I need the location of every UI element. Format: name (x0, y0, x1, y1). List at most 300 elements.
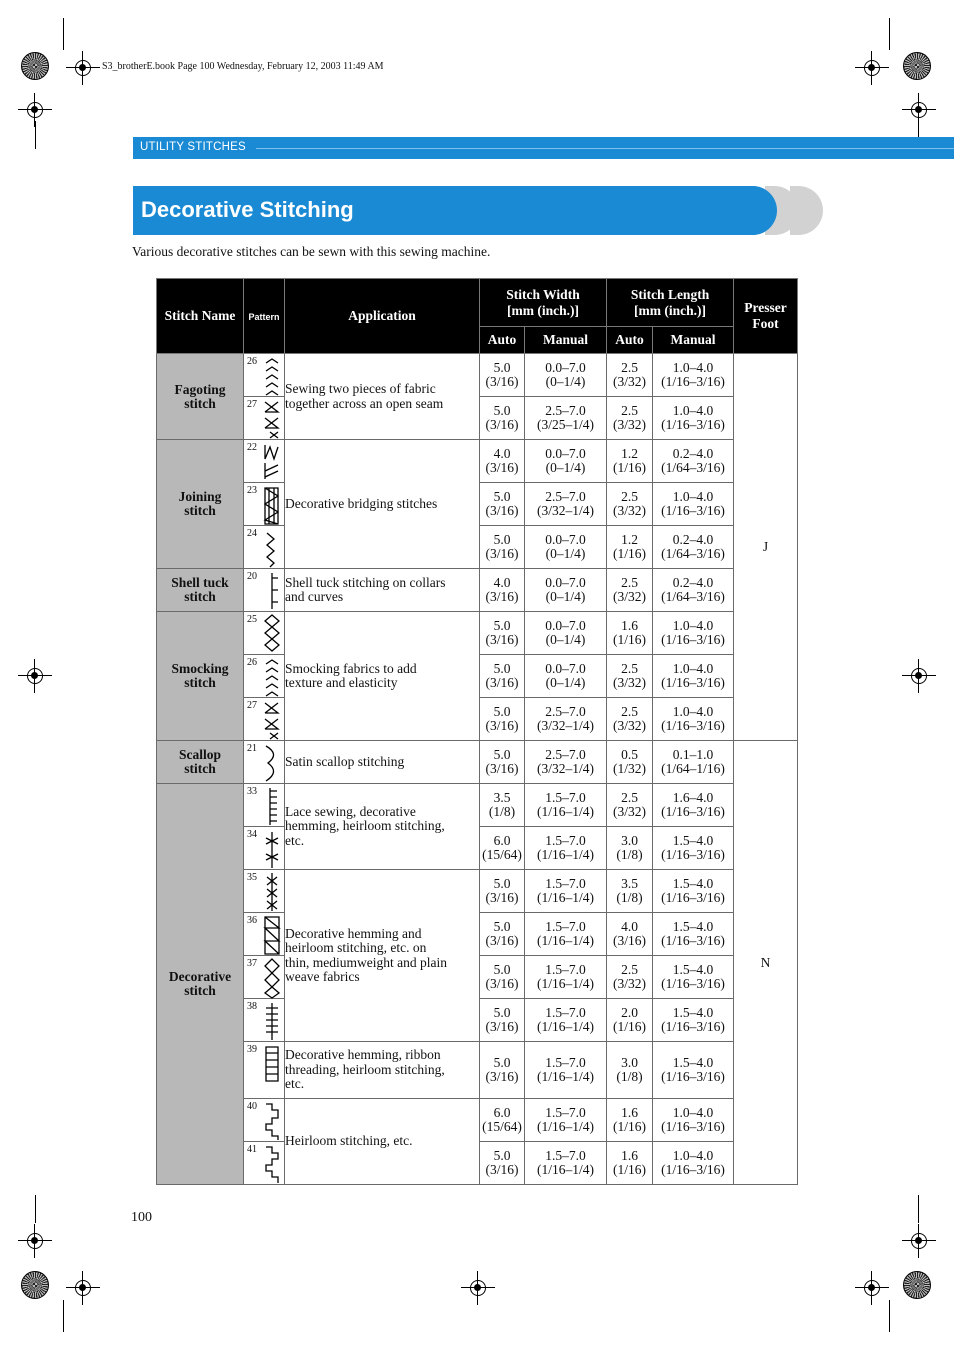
cell-text: (1/16–3/16) (661, 1069, 725, 1084)
cell-text: (0–1/4) (545, 374, 586, 389)
cell-text: (1/16–1/4) (537, 804, 594, 819)
cell-text: (1/16) (613, 1019, 646, 1034)
application-cell (285, 784, 480, 870)
pattern-cell (244, 569, 285, 612)
table-row (157, 569, 798, 612)
value-cell (480, 827, 525, 870)
application-cell (285, 741, 480, 784)
cell-text: 2.5–7.0 (545, 704, 586, 719)
cell-text: 2.5 (621, 360, 638, 375)
pattern-number: 33 (247, 786, 257, 797)
value-cell (653, 569, 734, 612)
cell-text: (1/16) (613, 1162, 646, 1177)
value-cell (653, 1142, 734, 1185)
value-cell (525, 354, 607, 397)
cell-text: Shell tuck stitching on collars (285, 574, 446, 590)
cell-text: stitch (184, 395, 216, 411)
cell-text: (1/32) (613, 761, 646, 776)
value-cell (480, 655, 525, 698)
cell-text: J (762, 539, 769, 554)
value-cell (525, 698, 607, 741)
cell-text: 5.0 (493, 704, 511, 719)
cell-text: (3/16) (485, 933, 519, 948)
value-cell (480, 956, 525, 999)
value-cell (653, 698, 734, 741)
pattern-number: 37 (247, 958, 257, 969)
value-cell (607, 397, 653, 440)
value-cell (525, 483, 607, 526)
cell-text: 0.0–7.0 (545, 532, 586, 547)
stitch-pattern-icon (262, 1043, 282, 1085)
stitch-pattern-icon (262, 871, 282, 913)
cell-text: (3/16) (485, 460, 519, 475)
pattern-cell (244, 397, 285, 440)
cell-text: 2.5 (621, 489, 638, 504)
value-cell (607, 827, 653, 870)
crop-mark (63, 1300, 64, 1332)
crop-mark (35, 1195, 36, 1223)
cell-text: 5.0 (493, 747, 511, 762)
cell-text: 2.5 (621, 962, 638, 977)
pattern-cell (244, 784, 285, 827)
crosshair-mark (18, 659, 52, 693)
value-cell (480, 1042, 525, 1099)
value-cell (653, 1042, 734, 1099)
cell-text: 0.0–7.0 (545, 360, 586, 375)
cell-text: (1/64–3/16) (661, 589, 725, 604)
cell-text: 0.2–4.0 (672, 446, 714, 461)
pattern-cell (244, 913, 285, 956)
stitch-pattern-icon (262, 1100, 282, 1142)
cell-text: threading, heirloom stitching, (285, 1061, 445, 1077)
cell-text: Smocking fabrics to add (285, 660, 417, 676)
value-cell (607, 569, 653, 612)
cell-text: (1/16–1/4) (537, 1119, 594, 1134)
value-cell (607, 483, 653, 526)
stitch-pattern-icon (262, 441, 282, 483)
cell-text: 1.0–4.0 (672, 489, 714, 504)
crop-mark (889, 1300, 890, 1332)
header-length-auto: Auto (607, 327, 653, 354)
file-info-line: S3_brotherE.book Page 100 Wednesday, February 12, 2003 11:49 AM (102, 61, 384, 72)
cell-text: 4.0 (493, 575, 511, 590)
cell-text: (3/16) (485, 761, 519, 776)
value-cell (607, 741, 653, 784)
cell-text: (3/16) (485, 632, 519, 647)
pattern-number: 25 (247, 614, 257, 625)
value-cell (653, 1099, 734, 1142)
value-cell (607, 440, 653, 483)
value-cell (607, 1099, 653, 1142)
cell-text: Fagoting (174, 381, 226, 397)
value-cell (525, 956, 607, 999)
cell-text: (3/32) (613, 589, 646, 604)
cell-text: (1/16–1/4) (537, 1069, 594, 1084)
cell-text: 0.1–1.0 (672, 747, 714, 762)
cell-text: 5.0 (493, 1005, 511, 1020)
cell-text: 0.2–4.0 (672, 575, 714, 590)
cell-text: thin, mediumweight and plain (285, 954, 447, 970)
value-cell (480, 569, 525, 612)
value-cell (653, 827, 734, 870)
cell-text: (3/32–1/4) (537, 718, 594, 733)
cell-text: (3/16) (485, 1069, 519, 1084)
pattern-cell (244, 354, 285, 397)
cell-text: Decorative bridging stitches (285, 495, 438, 511)
registration-dial (21, 1271, 49, 1299)
value-cell (525, 397, 607, 440)
cell-text: (15/64) (482, 1119, 522, 1134)
cell-text: 5.0 (493, 489, 511, 504)
cell-text: 1.0–4.0 (672, 661, 714, 676)
cell-text: Satin scallop stitching (285, 753, 405, 769)
value-cell (653, 612, 734, 655)
value-cell (480, 526, 525, 569)
cell-text: 1.0–4.0 (672, 1105, 714, 1120)
cell-text: 1.0–4.0 (672, 1148, 714, 1163)
crosshair-mark (855, 1271, 889, 1305)
crosshair-mark (855, 51, 889, 85)
application-cell (285, 1099, 480, 1185)
pattern-number: 41 (247, 1144, 257, 1155)
cell-text: 1.5–7.0 (545, 790, 586, 805)
cell-text: (3/16) (485, 503, 519, 518)
cell-text: 3.5 (493, 790, 511, 805)
stitch-name-cell (157, 741, 244, 784)
cell-text: 5.0 (493, 1055, 511, 1070)
crosshair-mark (902, 659, 936, 693)
value-cell (525, 999, 607, 1042)
pattern-number: 23 (247, 485, 257, 496)
cell-text: (1/8) (488, 804, 516, 819)
cell-text: 1.5–7.0 (545, 1105, 586, 1120)
pattern-cell (244, 440, 285, 483)
value-cell (653, 784, 734, 827)
stitch-pattern-icon (262, 914, 282, 956)
table-row (157, 612, 798, 655)
cell-text: (1/16–3/16) (661, 847, 725, 862)
cell-text: (3/16) (485, 976, 519, 991)
value-cell (653, 397, 734, 440)
value-cell (480, 440, 525, 483)
stitch-pattern-icon (262, 570, 282, 612)
cell-text: (3/32) (613, 675, 646, 690)
header-pattern: Pattern (244, 279, 285, 354)
cell-text: (3/32) (613, 976, 646, 991)
cell-text: (1/64–3/16) (661, 460, 725, 475)
cell-text: Decorative (168, 969, 232, 984)
value-cell (607, 1042, 653, 1099)
cell-text: 1.5–7.0 (545, 919, 586, 934)
registration-dial (903, 52, 931, 80)
cell-text: 2.5 (621, 704, 638, 719)
cell-text: (3/25–1/4) (537, 417, 594, 432)
header-stitch-width: Stitch Width [mm (inch.)] (480, 279, 607, 327)
pattern-cell (244, 1142, 285, 1185)
cell-text: (3/16) (485, 374, 519, 389)
cell-text: 1.6 (621, 1148, 638, 1163)
value-cell (480, 999, 525, 1042)
pattern-cell (244, 698, 285, 741)
cell-text: 4.0 (621, 919, 638, 934)
cell-text: 1.5–4.0 (672, 962, 714, 977)
cell-text: 1.0–4.0 (672, 403, 714, 418)
value-cell (607, 1142, 653, 1185)
pattern-number: 35 (247, 872, 257, 883)
table-row (157, 784, 798, 827)
crosshair-mark (461, 1271, 495, 1305)
presser-foot-cell (734, 354, 798, 741)
cell-text: stitch (184, 761, 216, 776)
cell-text: (1/8) (616, 847, 643, 862)
section-label: UTILITY STITCHES (140, 141, 246, 153)
cell-text: (1/16–3/16) (661, 718, 725, 733)
cell-text: 1.5–4.0 (672, 1055, 714, 1070)
cell-text: 5.0 (493, 360, 511, 375)
cell-text: (1/8) (616, 1069, 643, 1084)
value-cell (480, 741, 525, 784)
value-cell (607, 956, 653, 999)
cell-text: (1/16–1/4) (537, 890, 594, 905)
cell-text: 1.2 (621, 446, 638, 461)
cell-text: (3/32) (613, 374, 646, 389)
cell-text: 5.0 (493, 919, 511, 934)
value-cell (653, 870, 734, 913)
pattern-cell (244, 1099, 285, 1142)
pattern-number: 24 (247, 528, 257, 539)
pattern-cell (244, 870, 285, 913)
value-cell (653, 741, 734, 784)
crosshair-mark (902, 1224, 936, 1258)
application-cell (285, 440, 480, 569)
application-cell (285, 354, 480, 440)
cell-text: 6.0 (493, 833, 511, 848)
table-row (157, 1099, 798, 1142)
cell-text: (15/64) (482, 847, 522, 862)
cell-text: 2.5 (621, 575, 638, 590)
stitch-pattern-icon (262, 828, 282, 870)
pattern-number: 26 (247, 356, 257, 367)
cell-text: (1/16–3/16) (661, 1019, 725, 1034)
cell-text: stitch (184, 675, 216, 690)
stitch-name-cell (157, 784, 244, 1185)
cell-text: 0.0–7.0 (545, 446, 586, 461)
cell-text: 1.0–4.0 (672, 704, 714, 719)
cell-text: 3.0 (621, 833, 638, 848)
value-cell (525, 569, 607, 612)
presser-foot-cell (734, 741, 798, 1185)
cell-text: (3/16) (613, 933, 646, 948)
value-cell (480, 698, 525, 741)
cell-text: 0.0–7.0 (545, 661, 586, 676)
value-cell (480, 913, 525, 956)
cell-text: 1.5–4.0 (672, 876, 714, 891)
pattern-number: 34 (247, 829, 257, 840)
value-cell (607, 870, 653, 913)
value-cell (525, 1099, 607, 1142)
pattern-number: 27 (247, 399, 257, 410)
header-length-manual: Manual (653, 327, 734, 354)
crosshair-mark (902, 93, 936, 127)
pattern-number: 26 (247, 657, 257, 668)
cell-text: 3.5 (621, 876, 638, 891)
cell-text: (3/32–1/4) (537, 761, 594, 776)
cell-text: 2.5–7.0 (545, 747, 586, 762)
cell-text: (1/16–3/16) (661, 890, 725, 905)
stitch-table (156, 278, 798, 1185)
cell-text: Heirloom stitching, etc. (285, 1133, 413, 1149)
page-title: Decorative Stitching (141, 197, 354, 222)
registration-dial (21, 52, 49, 80)
pattern-cell (244, 827, 285, 870)
cell-text: (3/16) (485, 675, 519, 690)
value-cell (525, 655, 607, 698)
header-presser-foot: Presser Foot (734, 279, 798, 354)
cell-text: together across an open seam (285, 395, 444, 411)
value-cell (480, 1142, 525, 1185)
value-cell (525, 741, 607, 784)
cell-text: 2.5 (621, 403, 638, 418)
registration-dial (903, 1271, 931, 1299)
stitch-pattern-icon (262, 699, 282, 741)
value-cell (480, 1099, 525, 1142)
cell-text: (1/16–3/16) (661, 1162, 725, 1177)
cell-text: 1.6 (621, 1105, 638, 1120)
cell-text: 2.5–7.0 (545, 489, 586, 504)
cell-text: (3/32) (613, 804, 646, 819)
cell-text: 1.5–7.0 (545, 1005, 586, 1020)
value-cell (480, 397, 525, 440)
value-cell (607, 354, 653, 397)
header-width-manual: Manual (525, 327, 607, 354)
cell-text: 0.0–7.0 (545, 618, 586, 633)
cell-text: (1/16–3/16) (661, 976, 725, 991)
cell-text: (3/32) (613, 417, 646, 432)
stitch-pattern-icon (262, 656, 282, 698)
cell-text: (1/16–1/4) (537, 847, 594, 862)
value-cell (480, 870, 525, 913)
cell-text: (1/16–3/16) (661, 417, 725, 432)
cell-text: 1.2 (621, 532, 638, 547)
value-cell (525, 913, 607, 956)
cell-text: (0–1/4) (545, 546, 586, 561)
value-cell (607, 612, 653, 655)
cell-text: (3/16) (485, 890, 519, 905)
cell-text: heirloom stitching, etc. on (285, 940, 427, 955)
cell-text: (0–1/4) (545, 460, 586, 475)
cell-text: (1/16) (613, 460, 646, 475)
cell-text: (3/32–1/4) (537, 503, 594, 518)
cell-text: N (760, 954, 771, 970)
cell-text: 5.0 (493, 876, 511, 891)
cell-text: 6.0 (493, 1105, 511, 1120)
pattern-cell (244, 655, 285, 698)
cell-text: 5.0 (493, 618, 511, 633)
stitch-pattern-icon (262, 742, 282, 784)
application-cell (285, 569, 480, 612)
value-cell (607, 913, 653, 956)
header-width-auto: Auto (480, 327, 525, 354)
stitch-pattern-icon (262, 785, 282, 827)
value-cell (525, 1042, 607, 1099)
header-stitch-name: Stitch Name (157, 279, 244, 354)
cell-text: 0.0–7.0 (545, 575, 586, 590)
cell-text: 1.5–4.0 (672, 1005, 714, 1020)
cell-text: 3.0 (621, 1055, 638, 1070)
pattern-cell (244, 956, 285, 999)
cell-text: hemming, heirloom stitching, (285, 818, 445, 834)
cell-text: (1/16) (613, 546, 646, 561)
crop-mark (35, 121, 36, 149)
cell-text: Decorative hemming, ribbon (285, 1047, 441, 1063)
cell-text: etc. (285, 832, 305, 848)
cell-text: 1.6 (621, 618, 638, 633)
value-cell (653, 956, 734, 999)
cell-text: 1.5–4.0 (672, 833, 714, 848)
cell-text: (3/16) (485, 1019, 519, 1034)
application-cell (285, 1042, 480, 1099)
cell-text: Lace sewing, decorative (285, 803, 416, 819)
table-row (157, 354, 798, 397)
cell-text: and curves (285, 589, 344, 604)
cell-text: 1.5–4.0 (672, 919, 714, 934)
value-cell (480, 612, 525, 655)
cell-text: (1/16–3/16) (661, 1119, 725, 1134)
cell-text: 2.5 (621, 790, 638, 805)
stitch-name-cell (157, 354, 244, 440)
stitch-pattern-icon (262, 398, 282, 440)
cell-text: 5.0 (493, 962, 511, 977)
page-number: 100 (131, 1210, 152, 1225)
cell-text: (1/16–1/4) (537, 1019, 594, 1034)
value-cell (653, 440, 734, 483)
stitch-name-cell (157, 440, 244, 569)
stitch-name-cell (157, 569, 244, 612)
pattern-number: 27 (247, 700, 257, 711)
cell-text: (1/16) (613, 632, 646, 647)
cell-text: 5.0 (493, 1148, 511, 1163)
cell-text: (1/64–1/16) (661, 761, 725, 776)
value-cell (607, 999, 653, 1042)
cell-text: 1.5–7.0 (545, 833, 586, 848)
cell-text: (1/16–3/16) (661, 374, 725, 389)
value-cell (653, 526, 734, 569)
cell-text: Joining (178, 489, 222, 504)
crop-mark (63, 18, 64, 50)
application-cell (285, 612, 480, 741)
cell-text: (3/16) (485, 718, 519, 733)
pattern-number: 38 (247, 1001, 257, 1012)
cell-text: 2.0 (621, 1005, 638, 1020)
cell-text: (1/8) (616, 890, 643, 905)
cell-text: (1/16–3/16) (661, 804, 725, 819)
value-cell (607, 698, 653, 741)
value-cell (653, 354, 734, 397)
stitch-pattern-icon (262, 957, 282, 999)
pattern-number: 39 (247, 1044, 257, 1055)
cell-text: texture and elasticity (285, 675, 398, 690)
value-cell (653, 999, 734, 1042)
pattern-cell (244, 1042, 285, 1099)
pattern-number: 40 (247, 1101, 257, 1112)
crosshair-mark (66, 51, 100, 85)
stitch-pattern-icon (262, 527, 282, 569)
cell-text: (1/16) (613, 1119, 646, 1134)
header-application: Application (285, 279, 480, 354)
cell-text: 2.5–7.0 (545, 403, 586, 418)
cell-text: stitch (184, 589, 216, 604)
header-stitch-length: Stitch Length [mm (inch.)] (607, 279, 734, 327)
